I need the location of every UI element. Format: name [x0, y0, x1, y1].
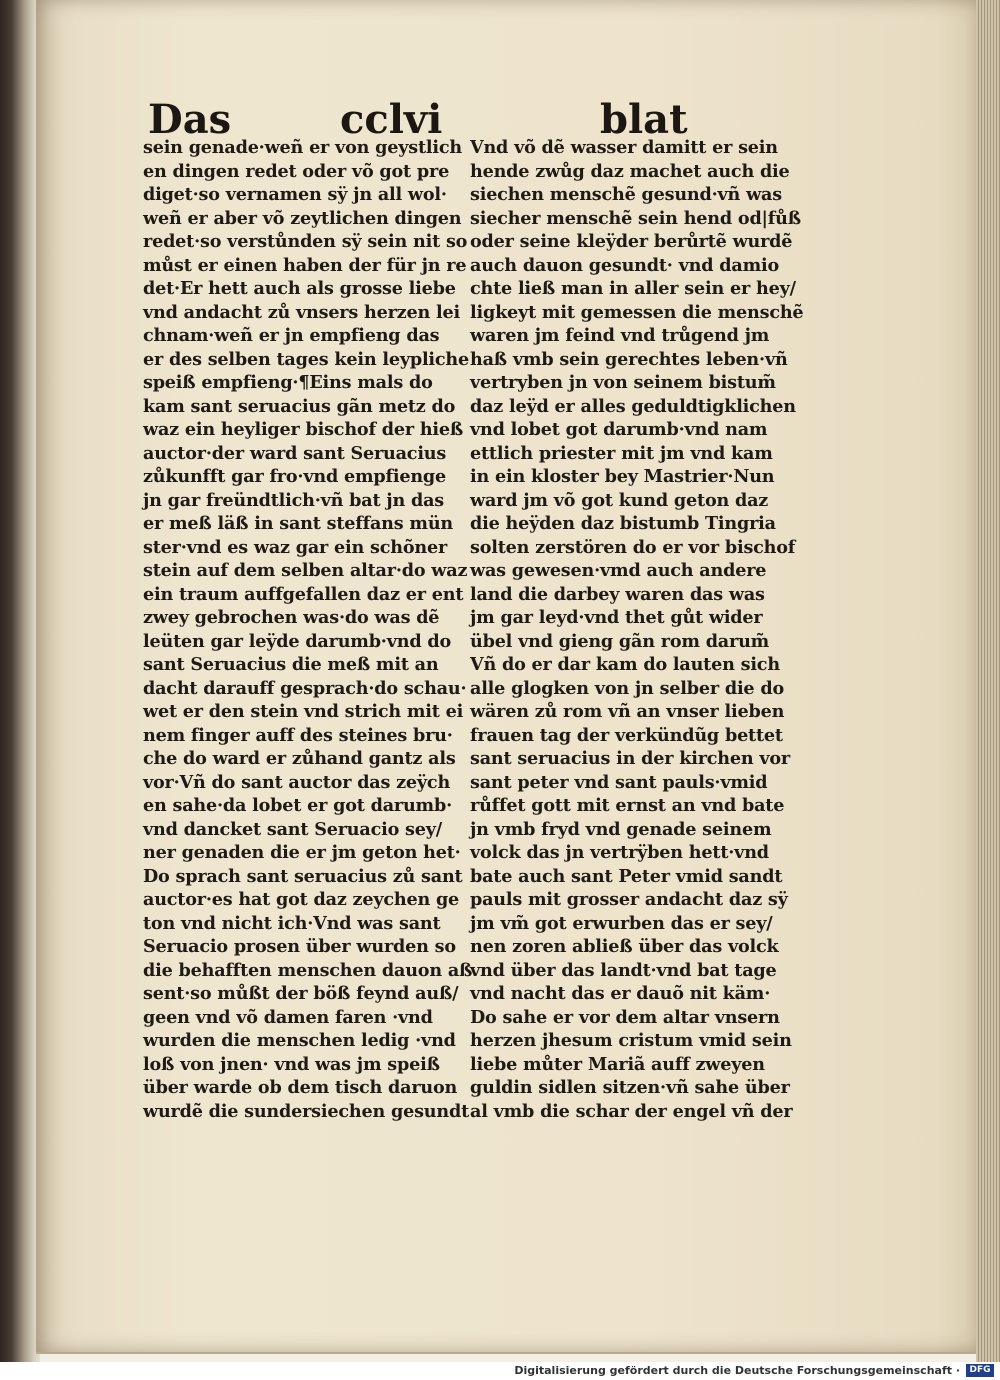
- text-line: stein auf dem selben altar·do waz: [143, 560, 468, 581]
- folio-number: cclvi: [340, 96, 443, 143]
- text-line: ettlich priester mit jm vnd kam: [470, 442, 773, 464]
- running-head-left: Das: [148, 96, 232, 143]
- text-line: leüten gar leÿde darumb·vnd do: [143, 630, 452, 652]
- text-line: můst er einen haben der für jn re: [143, 254, 467, 276]
- text-line: růffet gott mit ernst an vnd bate: [470, 795, 785, 816]
- text-line: zůkunfft gar fro·vnd empfienge: [143, 466, 447, 487]
- text-line: ton vnd nicht ich·Vnd was sant: [143, 912, 441, 934]
- text-line: ein traum auffgefallen daz er ent: [143, 583, 464, 605]
- text-line: chnam·weñ er jn empfieng das: [143, 325, 440, 346]
- text-line: siecher menschẽ sein hend od|fůß: [470, 207, 801, 229]
- text-line: übel vnd gieng gãn rom darum̃: [470, 630, 770, 652]
- text-line: hende zwůg daz machet auch die: [470, 160, 790, 182]
- text-line: ward jm võ got kund geton daz: [470, 489, 769, 511]
- text-line: ster·vnd es waz gar ein schõner: [143, 536, 448, 558]
- text-line: wären zů rom vñ an vnser lieben: [470, 701, 785, 722]
- text-line: vertryben jn von seinem bistum̃: [470, 372, 776, 393]
- dfg-logo: DFG: [966, 1364, 994, 1377]
- text-line: volck das jn vertrÿben hett·vnd: [470, 842, 769, 863]
- text-line: vnd andacht zů vnsers herzen lei: [143, 301, 460, 323]
- text-line: sent·so můßt der böß feynd auß/: [143, 983, 459, 1004]
- text-line: Do sahe er vor dem altar vnsern: [470, 1006, 780, 1028]
- text-line: bate auch sant Peter vmid sandt: [470, 865, 783, 887]
- text-line: land die darbey waren das was: [470, 583, 765, 605]
- text-line: zwey gebrochen was·do was dẽ: [143, 607, 440, 628]
- text-line: sant seruacius in der kirchen vor: [470, 748, 791, 769]
- text-line: diget·so vernamen sÿ jn all wol·: [143, 184, 447, 205]
- text-line: Vnd võ dẽ wasser damitt er sein: [470, 137, 778, 158]
- text-line: loß von jnen· vnd was jm speiß: [143, 1053, 440, 1075]
- text-line: jm gar leyd·vnd thet gůt wider: [470, 607, 763, 628]
- text-line: vor·Vñ do sant auctor das zeÿch: [143, 771, 451, 793]
- footer-credit: Digitalisierung gefördert durch die Deutsche Forschungsgemeinschaft ·: [514, 1364, 960, 1377]
- text-line: jn gar freündtlich·vñ bat jn das: [143, 489, 445, 511]
- text-line: ner genaden die er jm geton het·: [143, 842, 461, 863]
- text-line: über warde ob dem tisch daruon: [143, 1077, 458, 1098]
- text-line: Seruacio prosen über wurden so: [143, 936, 456, 957]
- text-line: herzen jhesum cristum vmid sein: [470, 1030, 792, 1051]
- text-line: sant peter vnd sant pauls·vmid: [470, 771, 768, 793]
- text-line: die heÿden daz bistumb Tingria: [470, 513, 776, 534]
- text-line: guldin sidlen sitzen·vñ sahe über: [470, 1077, 790, 1098]
- text-line: vnd lobet got darumb·vnd nam: [470, 419, 768, 440]
- text-line: in ein kloster bey Mastrier·Nun: [470, 466, 775, 487]
- text-line: vnd nacht das er dauõ nit käm·: [470, 983, 771, 1004]
- text-line: waz ein heyliger bischof der hieß: [143, 419, 464, 440]
- text-line: wet er den stein vnd strich mit ei: [143, 701, 464, 722]
- text-line: al vmb die schar der engel vñ der: [470, 1100, 793, 1122]
- text-line: det·Er hett auch als grosse liebe: [143, 278, 456, 299]
- text-line: ligkeyt mit gemessen die menschẽ: [470, 301, 804, 323]
- text-line: alle glogken von jn selber die do: [470, 677, 784, 699]
- text-line: che do ward er zůhand gantz als: [143, 748, 456, 769]
- text-line: Do sprach sant seruacius zů sant: [143, 865, 463, 887]
- text-line: oder seine kleÿder berůrtẽ wurdẽ: [470, 231, 793, 252]
- text-line: vnd dancket sant Seruacio sey/: [143, 818, 442, 840]
- text-column-right: [470, 136, 804, 1123]
- text-line: daz leÿd er alles geduldtigklichen: [470, 395, 796, 417]
- text-line: er des selben tages kein leypliche: [143, 348, 470, 370]
- text-line: siechen menschẽ gesund·vñ was: [470, 184, 782, 205]
- text-line: jm vm̃ got erwurben das er sey/: [470, 912, 773, 934]
- text-line: solten zerstören do er vor bischof: [470, 536, 796, 558]
- text-line: liebe můter Mariã auff zweyen: [470, 1053, 765, 1075]
- text-line: wurdẽ die sundersiechen gesundt: [143, 1100, 469, 1122]
- running-head-right: blat: [600, 96, 688, 143]
- text-line: dacht darauff gesprach·do schau·: [143, 677, 467, 699]
- text-line: speiß empfieng·¶Eins mals do: [143, 372, 433, 393]
- text-line: chte ließ man in aller sein er hey/: [470, 278, 796, 299]
- text-line: kam sant seruacius gãn metz do: [143, 395, 456, 417]
- binding-gutter: [0, 0, 40, 1362]
- text-line: nem finger auff des steines bru·: [143, 724, 453, 746]
- text-line: sant Seruacius die meß mit an: [143, 654, 439, 675]
- text-line: frauen tag der verkündũg bettet: [470, 724, 783, 746]
- text-line: sein genade·weñ er von geystlich: [143, 137, 462, 158]
- text-line: geen vnd võ damen faren ·vnd: [143, 1006, 433, 1028]
- text-line: weñ er aber võ zeytlichen dingen: [143, 207, 462, 229]
- text-line: wurden die menschen ledig ·vnd: [143, 1030, 456, 1051]
- text-line: waren jm feind vnd trůgend jm: [470, 325, 770, 346]
- text-line: jn vmb fryd vnd genade seinem: [470, 818, 772, 840]
- text-line: nen zoren abließ über das volck: [470, 936, 779, 957]
- text-line: was gewesen·vmd auch andere: [470, 560, 767, 581]
- text-line: haß vmb sein gerechtes leben·vñ: [470, 348, 788, 370]
- text-line: auctor·der ward sant Seruacius: [143, 442, 447, 464]
- text-line: die behafften menschen dauon aß: [143, 959, 473, 981]
- text-line: auch dauon gesundt· vnd damio: [470, 254, 780, 276]
- text-line: auctor·es hat got daz zeychen ge: [143, 889, 460, 910]
- text-column-left: [143, 136, 473, 1123]
- text-line: er meß läß in sant steffans mün: [143, 513, 453, 534]
- text-line: vnd über das landt·vnd bat tage: [470, 959, 777, 981]
- page-edges: [976, 0, 1000, 1362]
- text-line: Vñ do er dar kam do lauten sich: [470, 654, 780, 675]
- text-line: pauls mit grosser andacht daz sÿ: [470, 889, 788, 910]
- text-line: en sahe·da lobet er got darumb·: [143, 795, 453, 816]
- text-line: en dingen redet oder võ got pre: [143, 160, 450, 182]
- text-line: redet·so verstůnden sÿ sein nit so: [143, 231, 468, 252]
